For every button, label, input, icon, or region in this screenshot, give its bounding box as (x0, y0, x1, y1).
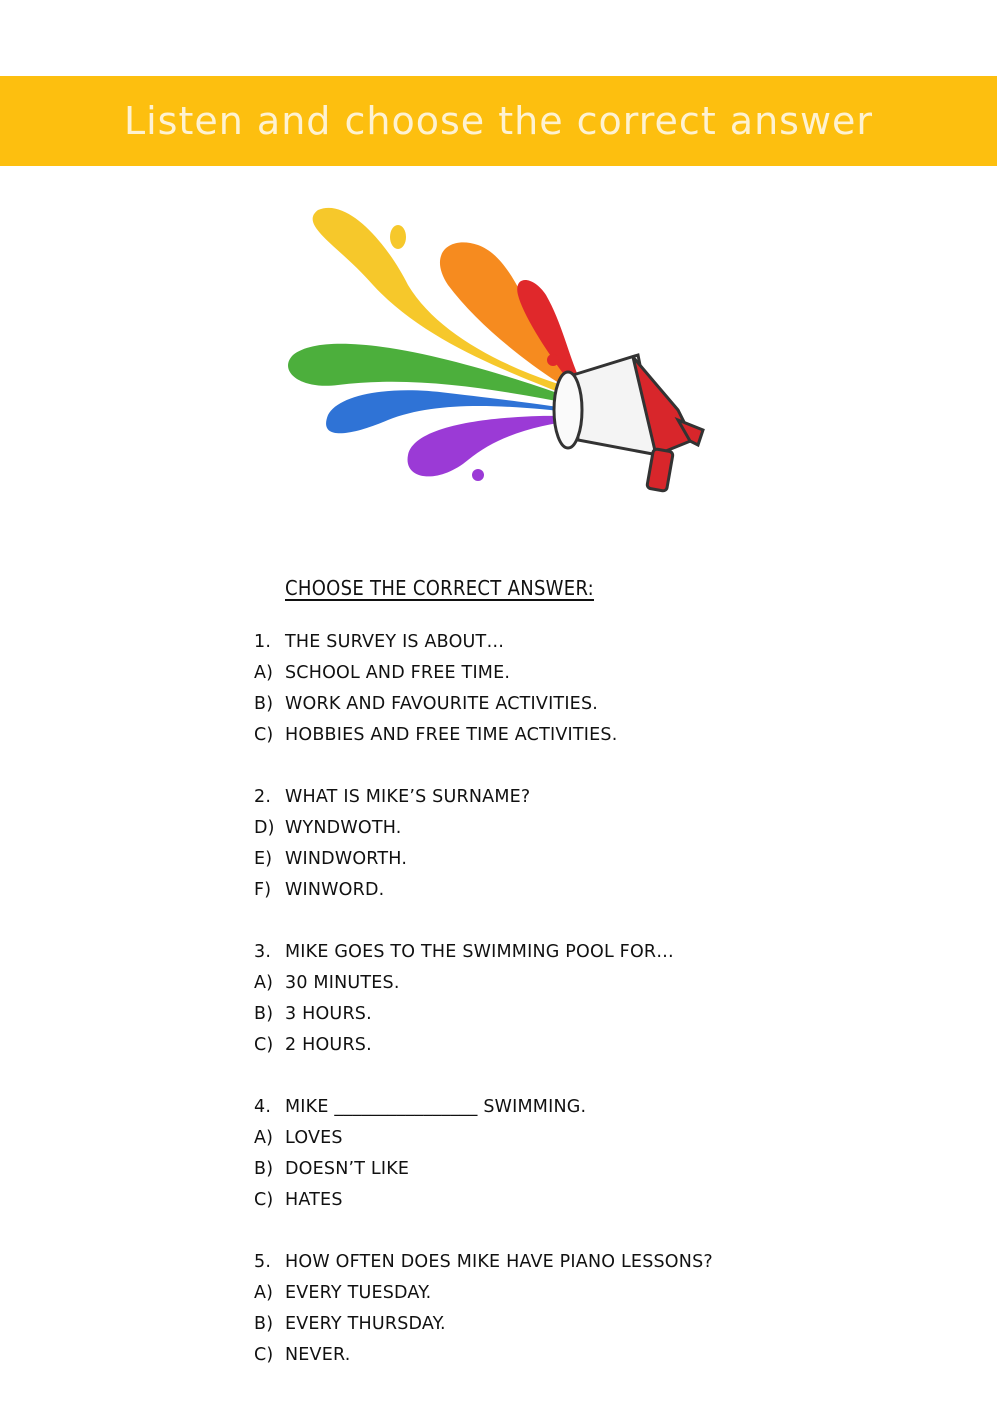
question-3 (254, 936, 814, 1060)
question-line (254, 1246, 814, 1277)
answer-option[interactable] (254, 843, 814, 874)
section-heading: CHOOSE THE CORRECT ANSWER: (285, 576, 594, 600)
option-letter: A) (254, 1127, 274, 1148)
option-text: SCHOOL AND FREE TIME. (285, 662, 511, 683)
question-4 (254, 1091, 814, 1215)
question-1 (254, 626, 814, 750)
question-line (254, 781, 814, 812)
option-letter: C) (254, 1189, 274, 1210)
answer-option[interactable] (254, 998, 814, 1029)
answer-option[interactable] (254, 719, 814, 750)
option-letter: F) (254, 879, 272, 900)
answer-option[interactable] (254, 688, 814, 719)
answer-option[interactable] (254, 874, 814, 905)
question-number: 1. (254, 631, 272, 652)
page-title: Listen and choose the correct answer (123, 99, 874, 143)
answer-option[interactable] (254, 967, 814, 998)
question-text: THE SURVEY IS ABOUT… (285, 631, 505, 652)
answer-option[interactable] (254, 1339, 814, 1370)
question-line (254, 936, 814, 967)
option-letter: B) (254, 1003, 274, 1024)
answer-option[interactable] (254, 1277, 814, 1308)
answer-option[interactable] (254, 1184, 814, 1215)
option-letter: A) (254, 662, 274, 683)
question-line (254, 626, 814, 657)
question-5 (254, 1246, 814, 1370)
answer-option[interactable] (254, 1308, 814, 1339)
option-letter: B) (254, 1158, 274, 1179)
option-letter: C) (254, 724, 274, 745)
option-text: WORK AND FAVOURITE ACTIVITIES. (285, 693, 599, 714)
option-text: 30 MINUTES. (285, 972, 400, 993)
answer-option[interactable] (254, 657, 814, 688)
question-text: MIKE ________________ SWIMMING. (285, 1096, 587, 1117)
option-letter: E) (254, 848, 273, 869)
quiz-list (254, 626, 814, 1401)
question-number: 3. (254, 941, 272, 962)
option-text: 3 HOURS. (285, 1003, 372, 1024)
question-text: WHAT IS MIKE’S SURNAME? (285, 786, 531, 807)
question-number: 5. (254, 1251, 272, 1272)
question-text: HOW OFTEN DOES MIKE HAVE PIANO LESSONS? (285, 1251, 713, 1272)
option-text: NEVER. (285, 1344, 351, 1365)
option-text: WINDWORTH. (285, 848, 408, 869)
answer-option[interactable] (254, 812, 814, 843)
option-text: WINWORD. (285, 879, 385, 900)
option-letter: D) (254, 817, 275, 838)
option-letter: A) (254, 972, 274, 993)
megaphone-icon (278, 205, 718, 505)
question-number: 2. (254, 786, 272, 807)
question-number: 4. (254, 1096, 272, 1117)
option-text: EVERY THURSDAY. (285, 1313, 446, 1334)
option-text: WYNDWOTH. (285, 817, 402, 838)
answer-option[interactable] (254, 1153, 814, 1184)
question-2 (254, 781, 814, 905)
option-letter: C) (254, 1034, 274, 1055)
option-text: HATES (285, 1189, 343, 1210)
option-text: LOVES (285, 1127, 343, 1148)
option-letter: B) (254, 1313, 274, 1334)
option-letter: C) (254, 1344, 274, 1365)
option-text: HOBBIES AND FREE TIME ACTIVITIES. (285, 724, 618, 745)
answer-option[interactable] (254, 1029, 814, 1060)
option-text: EVERY TUESDAY. (285, 1282, 432, 1303)
option-text: DOESN’T LIKE (285, 1158, 410, 1179)
option-letter: A) (254, 1282, 274, 1303)
option-letter: B) (254, 693, 274, 714)
question-text: MIKE GOES TO THE SWIMMING POOL FOR… (285, 941, 674, 962)
option-text: 2 HOURS. (285, 1034, 372, 1055)
answer-option[interactable] (254, 1122, 814, 1153)
question-line (254, 1091, 814, 1122)
title-banner (0, 76, 997, 166)
